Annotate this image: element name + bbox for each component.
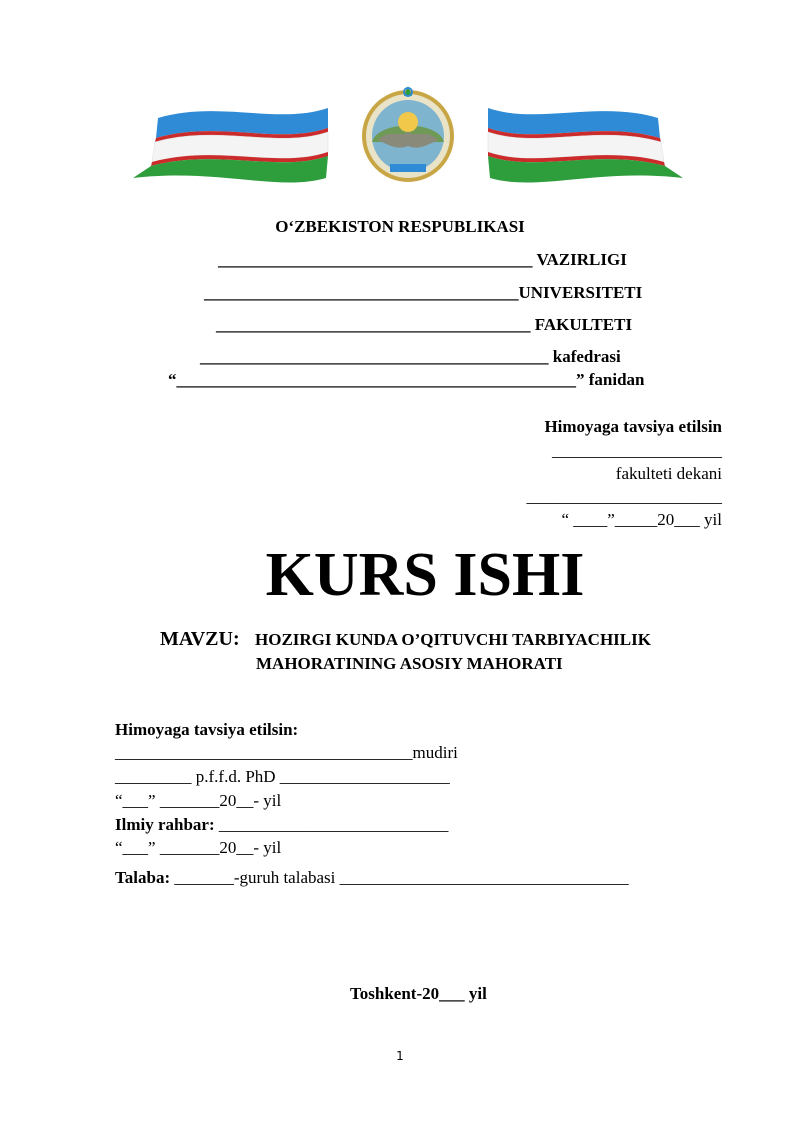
department-head-line: ___________________________________mudiri bbox=[115, 743, 458, 762]
country-title: O‘ZBEKISTON RESPUBLIKASI bbox=[275, 217, 525, 236]
city-year: Toshkent-20___ yil bbox=[350, 984, 487, 1003]
supervisor-line: ___________________________ bbox=[214, 815, 449, 834]
student-line: _______-guruh talabasi __________________________________ bbox=[170, 868, 629, 887]
approval-date-top: “ ____”_____20___ yil bbox=[561, 510, 722, 529]
ministry-line: _____________________________________ VAZIRLIGI bbox=[218, 250, 627, 269]
department-line: _________________________________________ kafedrasi bbox=[200, 347, 621, 366]
student-row bbox=[115, 868, 629, 888]
supervisor-label: Ilmiy rahbar: bbox=[115, 815, 215, 834]
university-line: _____________________________________UNIVERSITETI bbox=[204, 283, 643, 302]
approval-title-bottom: Himoyaga tavsiya etilsin: bbox=[115, 720, 299, 739]
topic-line-2: MAHORATINING ASOSIY MAHORATI bbox=[256, 654, 563, 673]
faculty-line: _____________________________________ FAKULTETI bbox=[216, 315, 633, 334]
phd-line: _________ p.f.f.d. PhD ____________________ bbox=[115, 767, 450, 786]
dean-name-line: _______________________ bbox=[526, 487, 722, 506]
supervisor-row bbox=[115, 815, 448, 835]
page-number: 1 bbox=[396, 1049, 404, 1063]
coat-of-arms-icon bbox=[364, 86, 452, 180]
approval-date-2: “___” _______20__- yil bbox=[115, 838, 282, 857]
left-flag-ribbon bbox=[133, 108, 328, 183]
topic-label: MAVZU: bbox=[160, 628, 240, 650]
student-label: Talaba: bbox=[115, 868, 171, 887]
approval-signature-line: ____________________ bbox=[552, 441, 722, 460]
right-flag-ribbon bbox=[488, 108, 683, 183]
state-emblem-with-flag bbox=[128, 80, 688, 184]
document-title: KURS ISHI bbox=[265, 541, 585, 609]
topic-line-1: HOZIRGI KUNDA O’QITUVCHI TARBIYACHILIK bbox=[255, 630, 651, 649]
dean-label: fakulteti dekani bbox=[615, 464, 722, 483]
approval-date-1: “___” _______20__- yil bbox=[115, 791, 282, 810]
subject-line: “_______________________________________________” fanidan bbox=[168, 370, 645, 389]
approval-title-top: Himoyaga tavsiya etilsin bbox=[544, 417, 722, 436]
